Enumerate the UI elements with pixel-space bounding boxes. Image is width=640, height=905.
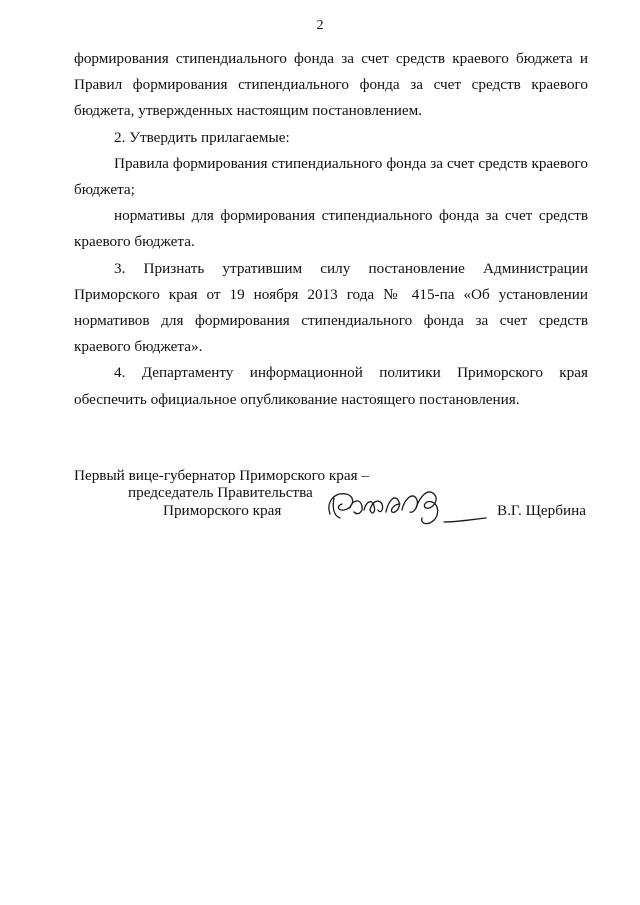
paragraph-item-2: 2. Утвердить прилагаемые: — [114, 128, 290, 146]
page-number: 2 — [316, 18, 324, 33]
paragraph-norms: нормативы для формирования стипендиального фонда за счет средств краевого бюджета. — [74, 207, 588, 251]
signatory-title-line-2: председатель Правительства — [128, 484, 313, 501]
paragraph-item-4: 4. Департаменту информационной политики Приморского края обеспечить официальное опубликование настоящего постановления. — [74, 364, 588, 408]
handwritten-signature — [316, 480, 494, 532]
paragraph-continuation: формирования стипендиального фонда за счет средств краевого бюджета и Правил формирования стипендиального фонда за счет средств краевого бюджета, утвержденных настоящим постановлением. — [74, 50, 588, 120]
paragraph-item-3: 3. Признать утратившим силу постановление Администрации Приморского края от 19 ноября 2013 года № 415-па «Об установлении нормативов для формирования стипендиального фонда за счет средств краевого бюджета». — [74, 259, 588, 356]
signatory-title-line-1: Первый вице-губернатор Приморского края – — [74, 467, 369, 484]
signatory-name: В.Г. Щербина — [497, 502, 586, 519]
paragraph-rules: Правила формирования стипендиального фонда за счет средств краевого бюджета; — [74, 154, 588, 199]
signatory-title-line-3: Приморского края — [163, 502, 282, 519]
